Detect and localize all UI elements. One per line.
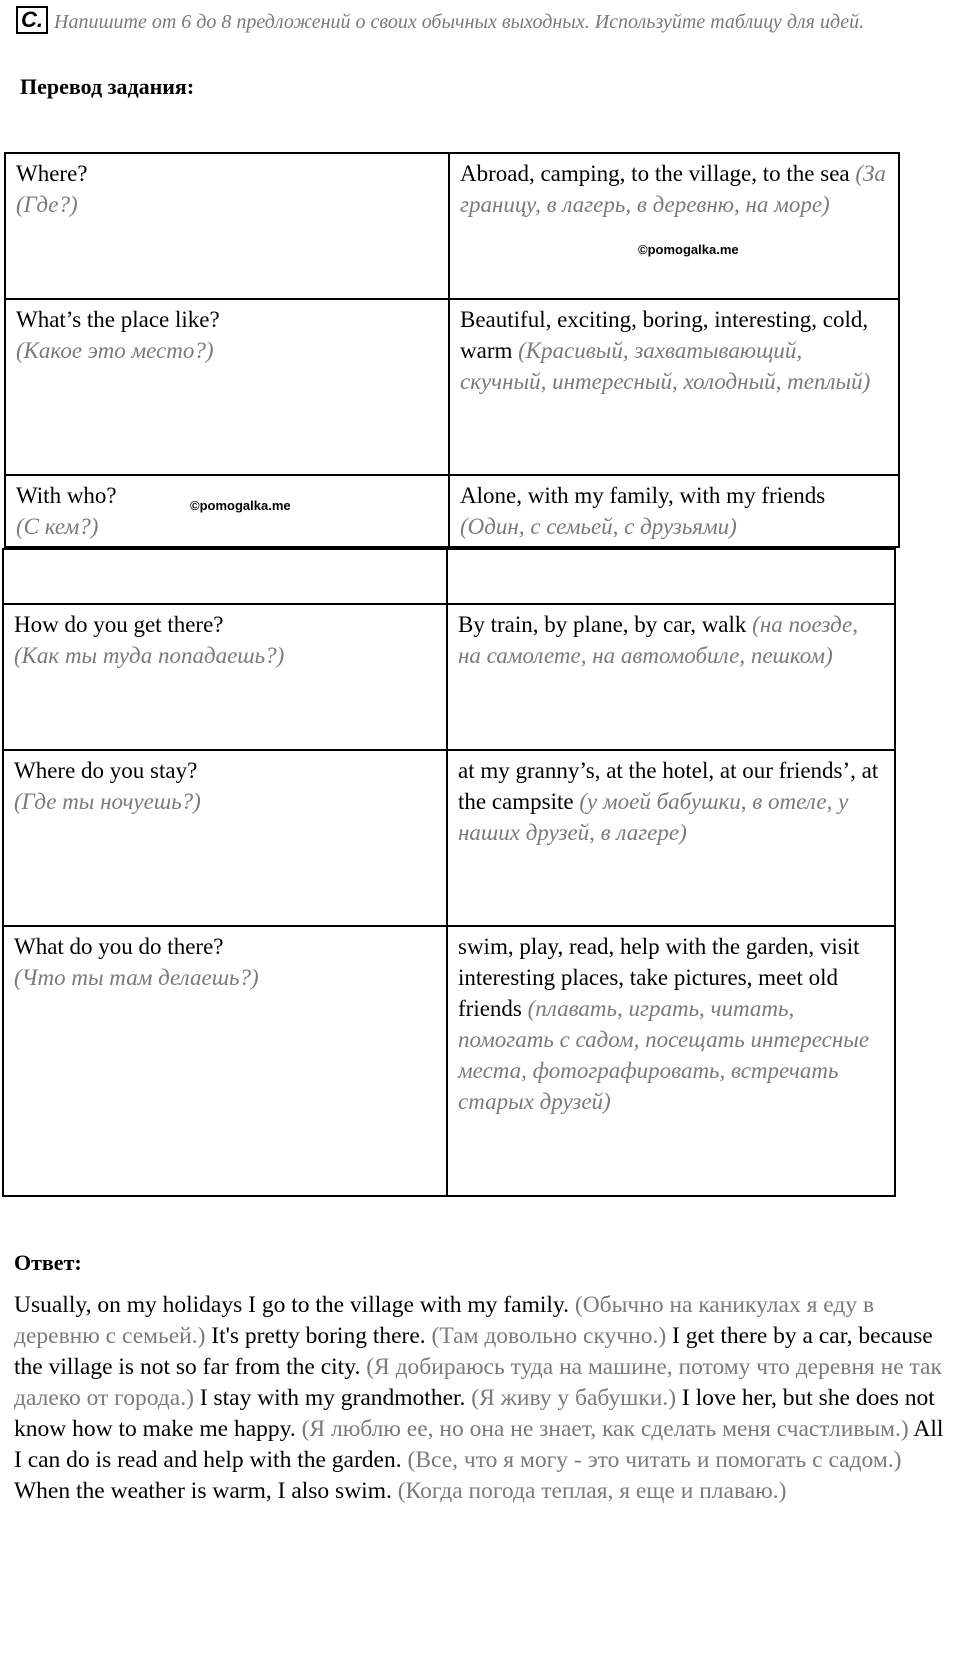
- question-cell: Where? (Где?): [5, 153, 449, 299]
- answer-cell: swim, play, read, help with the garden, visit interesting places, take pictures, meet old friends (плавать, играть, читать, помогать с садом, посещать интересные места, фотографировать, встречать старых друзей): [447, 926, 895, 1196]
- answer-sentence-en: When the weather is warm, I also swim.: [14, 1478, 392, 1504]
- answer-cell: Abroad, camping, to the village, to the sea (За границу, в лагерь, в деревню, на море): [449, 153, 899, 299]
- empty-cell: [447, 549, 895, 604]
- table-row: [5, 153, 899, 299]
- answer-sentence-en: I get there by a car, because the village is not so far from the city.: [14, 1323, 933, 1380]
- answer-heading: Ответ:: [14, 1250, 82, 1275]
- answer-sentence-ru: (Все, что я могу - это читать и помогать с садом.): [407, 1447, 902, 1473]
- empty-cell: [3, 549, 447, 604]
- table-row-empty: [3, 549, 895, 604]
- question-cell: With who? (С кем?): [5, 475, 449, 547]
- answer-sentence-en: I love her, but she does not know how to make me happy.: [14, 1385, 935, 1442]
- task-text: Напишите от 6 до 8 предложений о своих обычных выходных. Используйте таблицу для идей.: [54, 11, 865, 33]
- ideas-table-2: [2, 548, 896, 1197]
- task-letter: C.: [16, 6, 48, 34]
- answer-cell: Alone, with my family, with my friends (Один, с семьей, с друзьями): [449, 475, 899, 547]
- answer-sentence-ru: (Я добираюсь туда на машине, потому что деревня не так далеко от города.): [14, 1354, 942, 1411]
- table-row: [3, 604, 895, 750]
- answer-sentence-en: Usually, on my holidays I go to the village with my family.: [14, 1292, 570, 1318]
- question-cell: How do you get there? (Как ты туда попадаешь?): [3, 604, 447, 750]
- question-cell: Where do you stay? (Где ты ночуешь?): [3, 750, 447, 926]
- answer-sentence-ru: (Когда погода теплая, я еще и плаваю.): [397, 1478, 787, 1504]
- translation-heading: Перевод задания:: [20, 74, 195, 99]
- answer-sentence-ru: (Я люблю ее, но она не знает, как сделать меня счастливым.): [301, 1416, 909, 1442]
- table-row: [5, 475, 899, 547]
- answer-sentence-ru: (Там довольно скучно.): [431, 1323, 667, 1349]
- answer-cell: By train, by plane, by car, walk (на поезде, на самолете, на автомобиле, пешком): [447, 604, 895, 750]
- table-row: [3, 926, 895, 1196]
- table-row: [3, 750, 895, 926]
- answer-text: [14, 1290, 948, 1507]
- question-cell: What do you do there? (Что ты там делаешь?): [3, 926, 447, 1196]
- answer-cell: Beautiful, exciting, boring, interesting, cold, warm (Красивый, захватывающий, скучный, интересный, холодный, теплый): [449, 299, 899, 475]
- answer-sentence-ru: (Обычно на каникулах я еду в деревню с семьей.): [14, 1292, 875, 1349]
- question-cell: What’s the place like? (Какое это место?): [5, 299, 449, 475]
- ideas-table-1: [4, 152, 900, 548]
- answer-sentence-en: All I can do is read and help with the garden.: [14, 1416, 944, 1473]
- answer-sentence-en: I stay with my grandmother.: [199, 1385, 466, 1411]
- answer-sentence-en: It's pretty boring there.: [211, 1323, 426, 1349]
- watermark: ©pomogalka.me: [638, 242, 739, 257]
- answer-sentence-ru: (Я живу у бабушки.): [471, 1385, 677, 1411]
- task-instruction: [16, 6, 946, 38]
- answer-cell: at my granny’s, at the hotel, at our friends’, at the campsite (у моей бабушки, в отеле, у наших друзей, в лагере): [447, 750, 895, 926]
- table-row: [5, 299, 899, 475]
- watermark: ©pomogalka.me: [190, 498, 291, 513]
